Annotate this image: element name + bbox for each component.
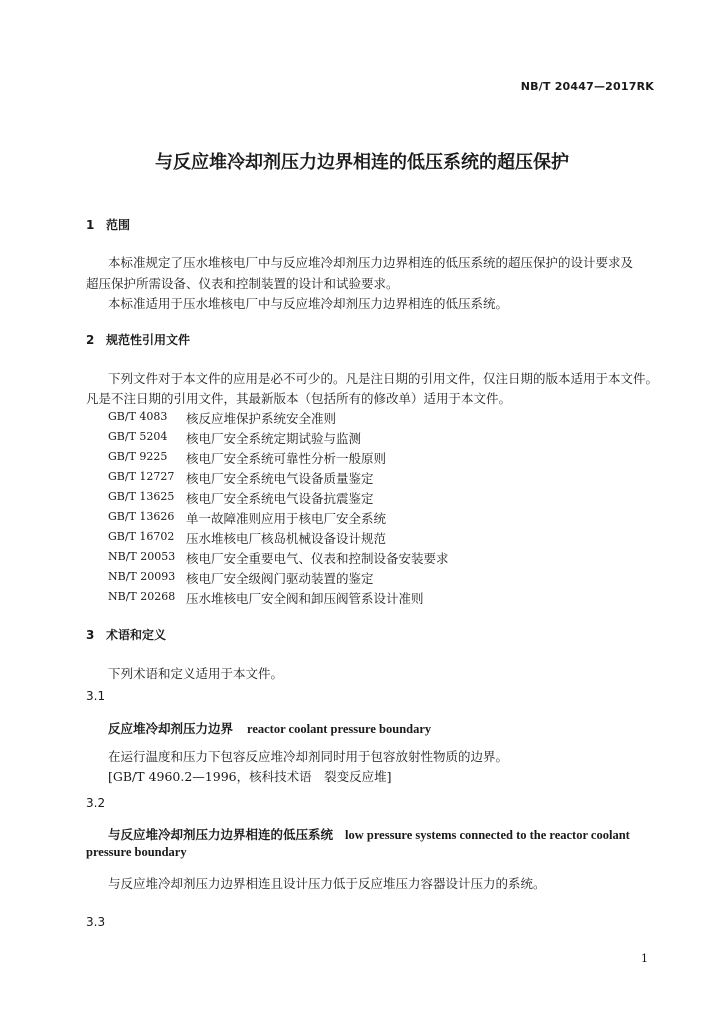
- reference-code: GB/T 4083: [108, 410, 168, 423]
- section-1-para-1-line-1: 本标准规定了压水堆核电厂中与反应堆冷却剂压力边界相连的低压系统的超压保护的设计要求及: [108, 255, 634, 270]
- term-english-continued: pressure boundary: [86, 845, 187, 859]
- term-definition: 在运行温度和压力下包容反应堆冷却剂同时用于包容放射性物质的边界。: [108, 749, 509, 764]
- reference-title: 核电厂安全系统电气设备抗震鉴定: [186, 491, 374, 506]
- clause-number: 3.1: [86, 689, 106, 703]
- section-3-intro: 下列术语和定义适用于本文件。: [108, 666, 284, 681]
- reference-code: NB/T 20053: [108, 550, 176, 563]
- term-definition: 与反应堆冷却剂压力边界相连且设计压力低于反应堆压力容器设计压力的系统。: [108, 876, 546, 891]
- section-2-intro-line-2: 凡是不注日期的引用文件，其最新版本（包括所有的修改单）适用于本文件。: [86, 391, 512, 406]
- term-source: [GB/T 4960.2—1996，核科技术语 裂变反应堆]: [108, 769, 392, 784]
- reference-code: GB/T 13626: [108, 510, 175, 523]
- reference-title: 核反应堆保护系统安全准则: [186, 411, 337, 426]
- reference-title: 压水堆核电厂核岛机械设备设计规范: [186, 531, 387, 546]
- term-chinese: 与反应堆冷却剂压力边界相连的低压系统: [108, 827, 334, 842]
- section-3-heading: [86, 626, 166, 643]
- section-1-para-1-line-2: 超压保护所需设备、仪表和控制装置的设计和试验要求。: [86, 276, 399, 291]
- term-heading: [108, 718, 431, 737]
- section-title: 术语和定义: [106, 628, 167, 642]
- page-number: 1: [641, 952, 648, 965]
- reference-title: 核电厂安全级阀门驱动装置的鉴定: [186, 571, 374, 586]
- term-english: reactor coolant pressure boundary: [247, 722, 432, 736]
- section-1-para-2: 本标准适用于压水堆核电厂中与反应堆冷却剂压力边界相连的低压系统。: [108, 296, 509, 311]
- reference-title: 压水堆核电厂安全阀和卸压阀管系设计准则: [186, 591, 424, 606]
- clause-number: 3.2: [86, 796, 106, 810]
- section-title: 范围: [106, 218, 131, 232]
- reference-code: GB/T 16702: [108, 530, 175, 543]
- section-2-heading: [86, 331, 190, 348]
- section-number: 2: [86, 333, 95, 347]
- reference-title: 核电厂安全系统可靠性分析一般原则: [186, 451, 387, 466]
- clause-number: 3.3: [86, 915, 106, 929]
- section-title: 规范性引用文件: [106, 333, 191, 347]
- section-number: 1: [86, 218, 95, 232]
- reference-code: GB/T 13625: [108, 490, 175, 503]
- term-heading: [108, 824, 630, 843]
- reference-code: GB/T 9225: [108, 450, 168, 463]
- reference-title: 核电厂安全系统电气设备质量鉴定: [186, 471, 374, 486]
- term-english: low pressure systems connected to the reactor coolant: [345, 828, 630, 842]
- section-2-intro-line-1: 下列文件对于本文件的应用是必不可少的。凡是注日期的引用文件，仅注日期的版本适用于本文件。: [108, 371, 659, 386]
- reference-code: GB/T 5204: [108, 430, 168, 443]
- reference-title: 单一故障准则应用于核电厂安全系统: [186, 511, 387, 526]
- document-title: 与反应堆冷却剂压力边界相连的低压系统的超压保护: [155, 152, 569, 173]
- reference-title: 核电厂安全系统定期试验与监测: [186, 431, 362, 446]
- document-id: NB/T 20447—2017RK: [520, 80, 654, 93]
- section-1-heading: [86, 216, 130, 233]
- reference-code: GB/T 12727: [108, 470, 175, 483]
- reference-code: NB/T 20268: [108, 590, 176, 603]
- section-number: 3: [86, 628, 95, 642]
- reference-code: NB/T 20093: [108, 570, 176, 583]
- reference-title: 核电厂安全重要电气、仪表和控制设备安装要求: [186, 551, 449, 566]
- term-chinese: 反应堆冷却剂压力边界: [108, 721, 234, 736]
